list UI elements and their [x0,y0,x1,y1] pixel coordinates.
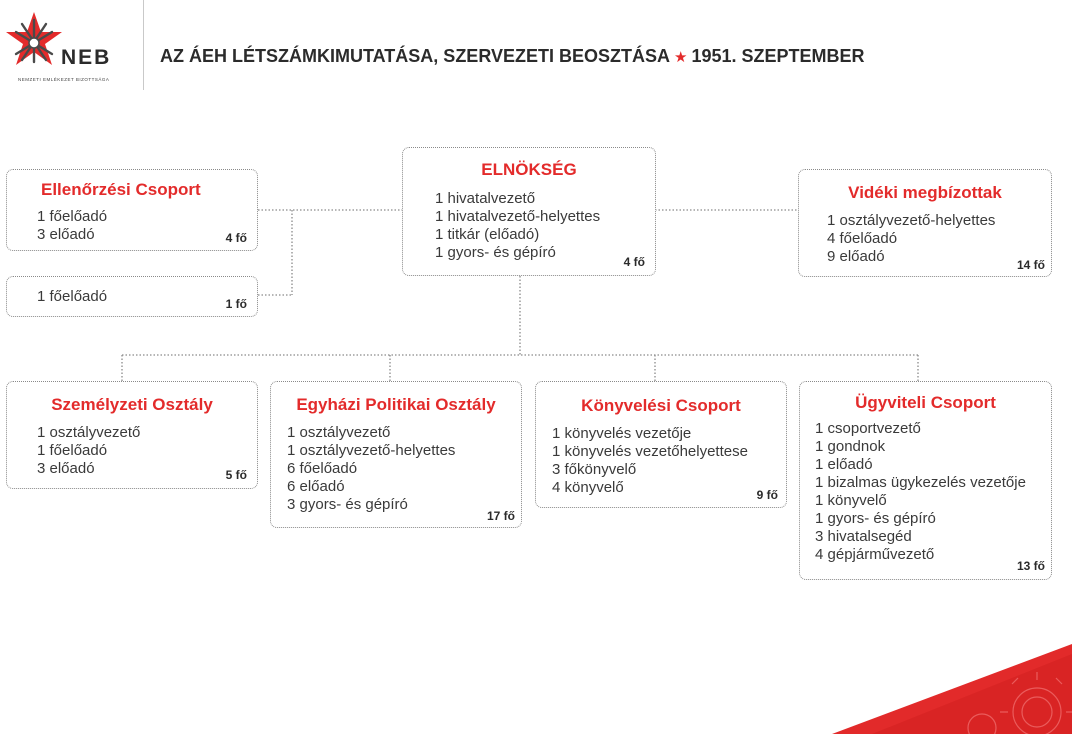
elnokseg-count: 4 fő [623,255,645,269]
konyvelesi-title: Könyvelési Csoport [581,396,741,415]
list-item: 1 hivatalvezető-helyettes [435,208,601,225]
list-item: 1 gyors- és gépíró [815,510,936,527]
foeloado-count: 1 fő [225,297,247,311]
egyhazi-title: Egyházi Politikai Osztály [296,395,496,414]
box-elnokseg [402,147,656,276]
list-item: 1 osztályvezető-helyettes [827,212,996,229]
box-ugyviteli [799,381,1052,580]
title-star-icon: ★ [674,49,688,66]
list-item: 1 előadó [815,456,873,473]
list-item: 3 főkönyvelő [552,461,637,478]
logo-text: NEB [61,46,112,69]
title-main: AZ ÁEH LÉTSZÁMKIMUTATÁSA, SZERVEZETI BEOSZTÁSA [160,46,671,66]
ugyviteli-count: 13 fő [1016,559,1045,573]
decorative-corner-icon [832,644,1072,734]
list-item: 1 gondnok [815,438,886,455]
list-item: 1 osztályvezető [287,424,391,441]
ugyviteli-lines [815,420,1026,564]
box-konyvelesi [535,381,787,508]
list-item: 1 főelőadó [37,442,108,459]
list-item: 3 előadó [37,460,95,477]
list-item: 1 könyvelés vezetőhelyettese [552,443,748,460]
szemelyzeti-title: Személyzeti Osztály [51,395,213,414]
box-foeloado [6,276,258,317]
box-videki [798,169,1052,277]
list-item: 1 osztályvezető-helyettes [287,442,456,459]
box-szemelyzeti [6,381,258,489]
videki-lines [827,212,995,266]
ellenorzesi-title: Ellenőrzési Csoport [41,180,201,199]
list-item: 1 bizalmas ügykezelés vezetője [815,474,1026,491]
elnokseg-title: ELNÖKSÉG [481,160,577,179]
list-item: 9 előadó [827,248,885,265]
list-item: 6 főelőadó [287,460,358,477]
title-date: 1951. SZEPTEMBER [691,46,865,66]
ellenorzesi-count: 4 fő [225,231,247,245]
list-item: 1 csoportvezető [815,420,921,437]
list-item: 3 előadó [37,226,95,243]
konyvelesi-count: 9 fő [756,488,778,502]
list-item: 4 gépjárművezető [815,546,935,563]
list-item: 1 titkár (előadó) [435,226,540,243]
list-item: 1 osztályvezető [37,424,141,441]
list-item: 4 főelőadó [827,230,898,247]
logo-subtext: NEMZETI EMLÉKEZET BIZOTTSÁGA [18,77,110,82]
egyhazi-count: 17 fő [486,509,515,523]
elnokseg-lines [435,190,600,262]
szemelyzeti-count: 5 fő [225,468,247,482]
szemelyzeti-lines [37,424,140,478]
konyvelesi-lines [552,425,748,497]
list-item: 1 főelőadó [37,288,108,305]
list-item: 3 hivatalsegéd [815,528,912,545]
list-item: 6 előadó [287,478,345,495]
list-item: 1 hivatalvezető [435,190,536,207]
list-item: 4 könyvelő [552,479,624,496]
videki-title: Vidéki megbízottak [848,183,1002,202]
videki-count: 14 fő [1016,258,1045,272]
list-item: 3 gyors- és gépíró [287,496,408,513]
list-item: 1 főelőadó [37,208,108,225]
box-ellenorzesi [6,169,258,251]
list-item: 1 könyvelő [815,492,887,509]
ellenorzesi-lines [37,208,107,244]
foeloado-lines [37,288,107,306]
box-egyhazi [270,381,522,528]
egyhazi-lines [287,424,455,514]
list-item: 1 gyors- és gépíró [435,244,556,261]
list-item: 1 könyvelés vezetője [552,425,692,442]
ugyviteli-title: Ügyviteli Csoport [855,393,996,412]
